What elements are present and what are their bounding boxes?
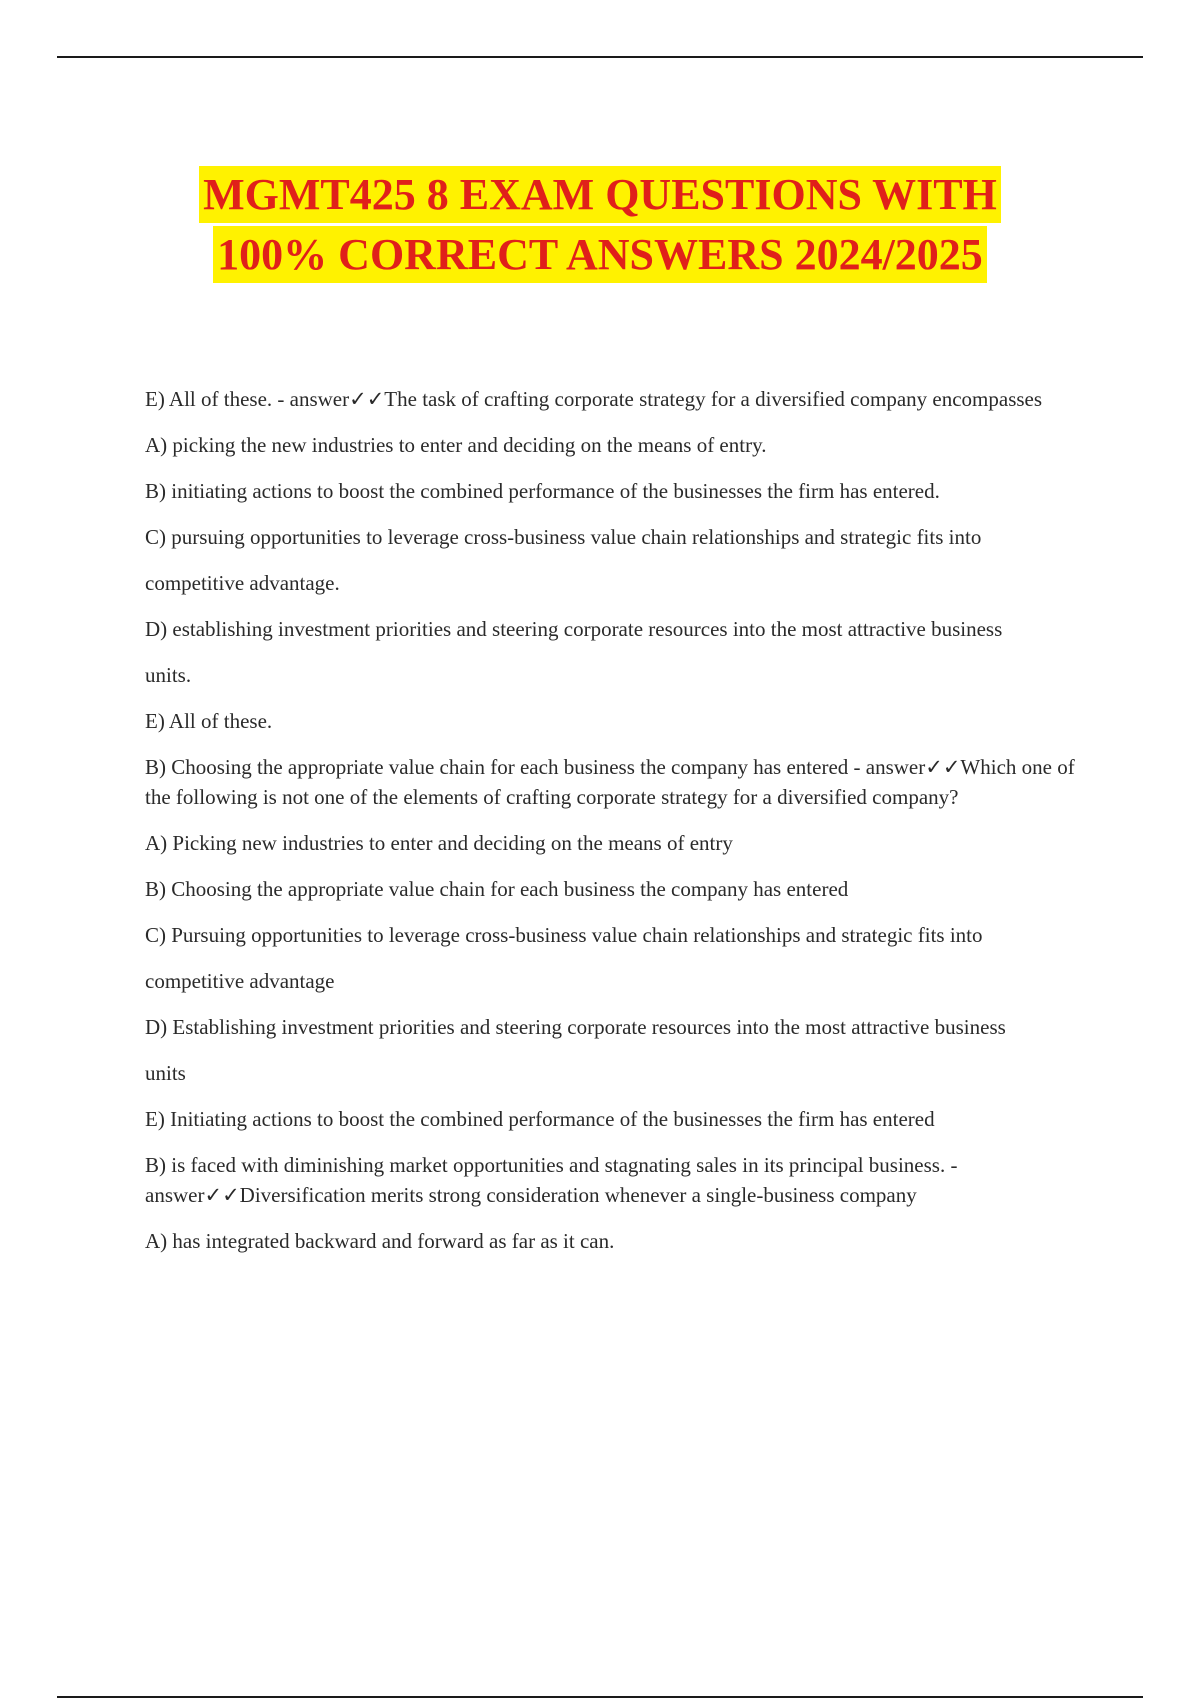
paragraph: units [145,1061,186,1085]
paragraph: B) Choosing the appropriate value chain for each business the company has entered [145,877,849,901]
title-line-1: MGMT425 8 EXAM QUESTIONS WITH [199,166,1001,223]
paragraph: A) has integrated backward and forward as far as it can. [145,1229,615,1253]
document-title [0,166,1200,286]
paragraph: C) pursuing opportunities to leverage cross-business value chain relationships and strategic fits into [145,525,982,549]
paragraph: C) Pursuing opportunities to leverage cross-business value chain relationships and strategic fits into [145,923,983,947]
header-rule [57,56,1143,58]
paragraph: B) is faced with diminishing market opportunities and stagnating sales in its principal business. - answer✓✓Diversification merits strong consideration whenever a single-business company [145,1153,958,1207]
paragraph: D) establishing investment priorities and steering corporate resources into the most attractive business [145,617,1003,641]
paragraph: E) All of these. [145,709,273,733]
paragraph: B) initiating actions to boost the combined performance of the businesses the firm has entered. [145,479,940,503]
paragraph: A) picking the new industries to enter and deciding on the means of entry. [145,433,767,457]
paragraph: competitive advantage. [145,571,340,595]
title-line-2: 100% CORRECT ANSWERS 2024/2025 [213,226,987,283]
paragraph: D) Establishing investment priorities and steering corporate resources into the most attractive business [145,1015,1006,1039]
paragraph: E) All of these. - answer✓✓The task of crafting corporate strategy for a diversified company encompasses [145,387,1043,411]
footer-rule [57,1696,1143,1698]
document-body [145,384,1085,1272]
paragraph: A) Picking new industries to enter and deciding on the means of entry [145,831,733,855]
paragraph: competitive advantage [145,969,335,993]
paragraph: B) Choosing the appropriate value chain for each business the company has entered - answer✓✓Which one of the following is not one of the elements of crafting corporate strategy for a diversified company? [145,755,1075,809]
paragraph: E) Initiating actions to boost the combined performance of the businesses the firm has entered [145,1107,935,1131]
paragraph: units. [145,663,192,687]
